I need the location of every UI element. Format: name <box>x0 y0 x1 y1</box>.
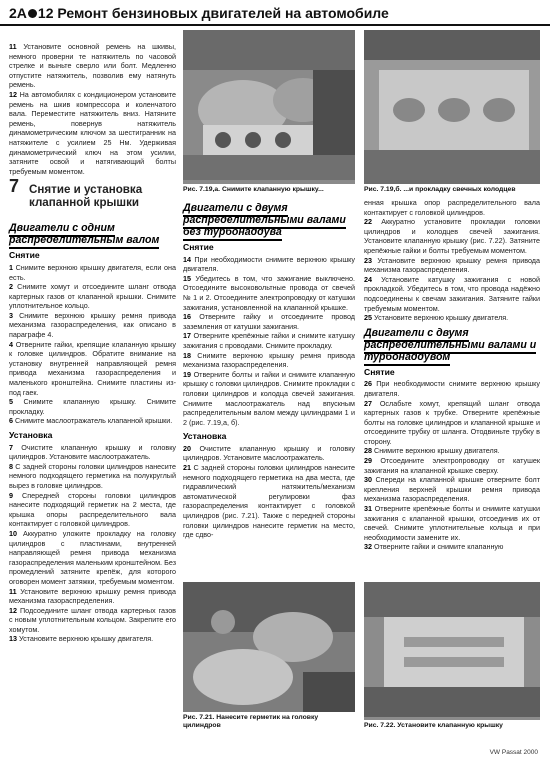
step: 5 Снимите клапанную крышку. Снимите прокладку. <box>9 397 176 416</box>
figure-7-19a <box>183 30 355 194</box>
step: 13 Установите верхнюю крышку двигателя. <box>9 634 154 644</box>
step: 26 При необходимости снимите верхнюю крышку двигателя. <box>364 379 541 398</box>
step: 28 Снимите верхнюю крышку двигателя. <box>364 446 500 456</box>
step: 4 Отверните гайки, крепящие клапанную крышку к головке цилиндров. Обратите внимание на установку внутренней направляющей ремня привода механизма газораспределения и маленького кронштейна. Снимите пластины из-под гаек. <box>9 339 176 397</box>
column-3 <box>364 198 540 552</box>
step: 11 Установите основной ремень на шкивы, немного проверни те натяжитель по часовой стрелке и выньте сверло или болт. Медленно отпустите натяжитель, позволив ему натянуть ремень. <box>9 42 177 90</box>
step: 7 Очистите клапанную крышку и головку цилиндров. Установите маслоотражатель. <box>9 442 177 462</box>
step: 27 Ослабьте хомут, крепящий шланг отвода картерных газов к трубке. Отверните крепёжные болты на головке цилиндров и клапанной крышке и отсоедините трубку от шланга. Отодвиньте трубку в сторону. <box>364 398 540 446</box>
page-number: 12 <box>37 5 54 21</box>
install-heading: Установка <box>183 431 227 442</box>
section-heading <box>9 176 176 216</box>
step: 15 Убедитесь в том, что зажигание выключено. Отсоедините высоковольтные провода от свечей № 1 и 2. Отсоедините электропроводку от катушки зажигания, установленной на клапанной крышке. <box>183 273 355 312</box>
step: 17 Отверните крепёжные гайки и снимите катушку зажигания с проводами. Снимите прокладку. <box>183 331 355 350</box>
step: 12 На автомобилях с кондиционером установите ремень на шкив компрессора и коленчатого вала. Переместите натяжитель вниз. Натяните ремень, повернув натяжитель динамометрическим ключом за шестигранник на натяжителе с усилием 25 Нм. Удерживая динамометрический ключ на этом усилии, затяните освой и натягивающий болты требуемым моментом. <box>9 89 176 176</box>
install-heading: Установка <box>9 430 53 440</box>
step: 14 При необходимости снимите верхнюю крышку двигателя. <box>183 254 355 274</box>
figure-7-19b <box>364 30 540 194</box>
step: 29 Отсоедините электропроводку от катушек зажигания на клапанной крышке сверху. <box>364 456 541 475</box>
step: 20 Очистите клапанную крышку и головку цилиндров. Установите маслоотражатель. <box>183 443 356 463</box>
step: 12 Подсоедините шланг отвода картерных газов с новым уплотнительным кольцом. Закрепите его хомутом. <box>9 605 177 634</box>
figure-caption: Рис. 7.22. Установите клапанную крышку <box>364 720 540 730</box>
page-header <box>0 0 550 26</box>
figure-caption: Рис. 7.21. Нанесите герметик на головку цилиндров <box>183 712 355 730</box>
step: 30 Спереди на клапанной крышке отверните болт крепления верхней крышки ремня привода механизма газораспределения. <box>364 475 540 504</box>
column-1 <box>9 42 176 644</box>
section-number: 7 <box>9 176 20 197</box>
step: 2 Снимите хомут и отсоедините шланг отвода картерных газов от клапанной крышки. Снимите уплотнительное кольцо. <box>9 282 176 311</box>
removal-heading: Снятие <box>183 242 214 252</box>
column-2 <box>183 198 355 540</box>
step: 19 Отверните болты и гайки и снимите клапанную крышку с головки цилиндров. Снимите прокладки с головки цилиндров и колодца свечей зажигания. Снимите маслоотражатель над впускным распределительным валом между цилиндрами 1 и 2 (рис. 7.19,а, б). <box>183 369 355 427</box>
section-title: Снятие и установка клапанной крышки <box>29 183 143 210</box>
step: 3 Снимите верхнюю крышку ремня привода механизма газораспределения, как описано в параграфе 4. <box>9 310 176 340</box>
step: 21 С задней стороны головки цилиндров нанесите немного подходящего герметика на два места, где гидравлический натяжитель/механизм автоматической регулировки фаз газораспределения контактирует с головкой цилиндров (рис. 7.21). Также с передней стороны головки цилиндров нанесите герметик на место, где сдво- <box>183 463 355 540</box>
step: 6 Снимите маслоотражатель клапанной крышки. <box>9 416 173 426</box>
install-steps <box>9 443 176 644</box>
engine-photo-image <box>183 582 355 730</box>
install-steps <box>364 217 540 323</box>
chapter-number: 2A <box>9 5 27 21</box>
figure-7-21 <box>183 582 355 730</box>
chapter-title: Ремонт бензиновых двигателей на автомобиле <box>57 5 389 21</box>
step: 10 Аккуратно уложите прокладку на головку цилиндров с пластинами, внутренней направляющей ремня привода механизма газораспределения маленьким кронштейном. Без промедлений затяните крепёж, для которого оговорен момент затяжки, требуемым моментом. <box>9 528 176 586</box>
removal-steps <box>9 263 176 426</box>
step: 24 Установите катушку зажигания с новой прокладкой. Убедитесь в том, что провода надёжно подсоединены к свечам зажигания. Затяните гайки требуемым моментом. <box>364 274 541 313</box>
continued-text: енная крышка опор распределительного вала контактирует с головкой цилиндров. <box>364 198 540 217</box>
header-rule <box>0 24 550 26</box>
removal-steps <box>364 379 540 552</box>
bullet-icon <box>28 9 37 18</box>
step: 23 Установите верхнюю крышку ремня привода механизма газораспределения. <box>364 255 541 275</box>
step: 11 Установите верхнюю крышку ремня привода механизма газораспределения. <box>9 586 177 606</box>
figure-caption: Рис. 7.19,а. Снимите клапанную крышку... <box>183 184 355 194</box>
step: 1 Снимите верхнюю крышку двигателя, если она есть. <box>9 262 177 282</box>
engine-photo-image <box>364 30 540 194</box>
figure-7-22 <box>364 582 540 730</box>
intro-steps <box>9 42 176 176</box>
step: 25 Установите верхнюю крышку двигателя. <box>364 313 509 323</box>
subsection-heading: Двигатели с одним распределительным валом <box>9 222 176 246</box>
step: 18 Снимите верхнюю крышку ремня привода механизма газораспределения. <box>183 350 356 370</box>
step: 31 Отверните крепёжные болты и снимите катушки зажигания с клапанной крышки, отсоединив их от свечей. Снимите уплотнительные кольца и при необходимости замените их. <box>364 504 540 542</box>
engine-photo-image <box>364 582 540 730</box>
engine-photo-image <box>183 30 355 194</box>
step: 8 С задней стороны головки цилиндров нанесите немного подходящего герметика на полукруглый вырез в головке цилиндров. <box>9 461 176 490</box>
install-steps <box>183 444 355 540</box>
step: 16 Отверните гайку и отсоедините провод заземления от катушки зажигания. <box>183 312 356 331</box>
figure-caption: Рис. 7.19,б. ...и прокладку свечных колодцев <box>364 184 540 194</box>
removal-steps <box>183 255 355 428</box>
removal-heading: Снятие <box>9 250 40 261</box>
removal-heading: Снятие <box>364 366 395 377</box>
subsection-heading: Двигатели с двумя распределительными валами без турбонаддува <box>183 202 355 238</box>
step: 22 Аккуратно установите прокладки головки цилиндров и колодцев свечей зажигания. Установите клапанную крышку (рис. 7.22). Затяните крепёжные гайки и болты требуемым моментом. <box>364 217 541 255</box>
step: 32 Отверните гайки и снимите клапанную <box>364 542 504 552</box>
step: 9 Спередней стороны головки цилиндров нанесите подходящий герметик на 2 места, где крышка опоры распределительного вала контактирует с головкой цилиндров. <box>9 490 176 529</box>
header-title-line <box>9 5 389 21</box>
subsection-heading: Двигатели с двумя распределительными валами и турбонаддувом <box>364 327 540 363</box>
page-footer: VW Passat 2000 <box>489 749 538 756</box>
